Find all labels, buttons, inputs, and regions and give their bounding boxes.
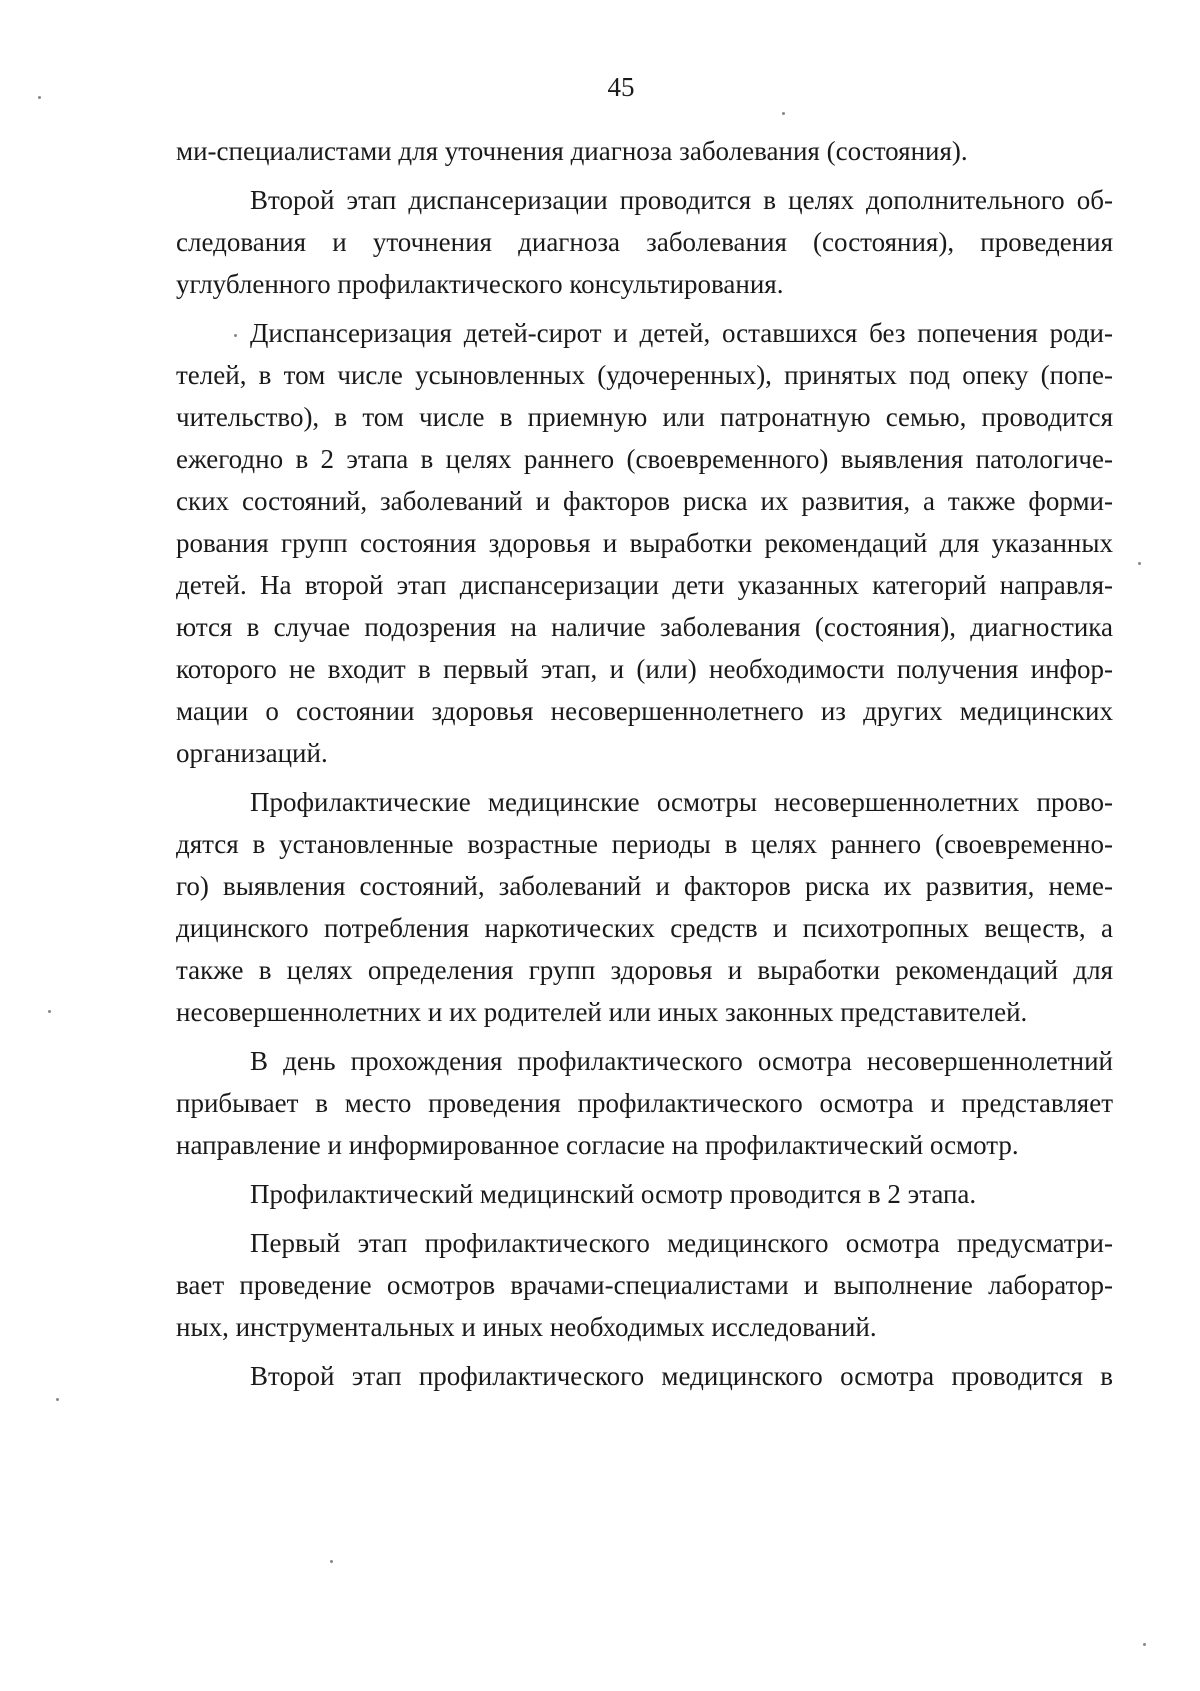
text-line: Профилактический медицинский осмотр проводится в 2 этапа. — [250, 1179, 977, 1209]
text-line: ных, инструментальных и иных необходимых исследований. — [176, 1312, 877, 1342]
text-line: направление и информированное согласие на профилактический осмотр. — [176, 1130, 1019, 1160]
text-line: ских состояний, заболеваний и факторов риска их развития, а также форми- — [176, 486, 1113, 516]
text-line: также в целях определения групп здоровья и выработки рекомендаций для — [176, 955, 1113, 985]
text-line: вает проведение осмотров врачами-специалистами и выполнение лаборатор- — [176, 1270, 1113, 1300]
paragraph-gap — [176, 1348, 1113, 1355]
scan-speck — [330, 1560, 333, 1563]
text-line: го) выявления состояний, заболеваний и факторов риска их развития, неме- — [176, 871, 1113, 901]
paragraph — [176, 781, 1113, 1033]
paragraph-gap — [176, 1166, 1113, 1173]
text-line: мации о состоянии здоровья несовершеннолетнего из других медицинских — [176, 696, 1113, 726]
text-line: дицинского потребления наркотических средств и психотропных веществ, а — [176, 913, 1113, 943]
text-line: несовершеннолетних и их родителей или иных законных представителей. — [176, 997, 1028, 1027]
text-line: телей, в том числе усыновленных (удочеренных), принятых под опеку (попе- — [176, 360, 1113, 390]
scan-speck — [782, 112, 785, 115]
text-line: прибывает в место проведения профилактического осмотра и представляет — [176, 1088, 1113, 1118]
paragraph-gap — [176, 305, 1113, 312]
text-line: Профилактические медицинские осмотры несовершеннолетних прово- — [250, 787, 1113, 817]
text-line: следования и уточнения диагноза заболевания (состояния), проведения — [176, 227, 1113, 257]
paragraph — [176, 1173, 1113, 1215]
paragraph — [176, 1222, 1113, 1348]
paragraph-gap — [176, 172, 1113, 179]
paragraph — [176, 179, 1113, 305]
scan-speck — [48, 1010, 51, 1013]
text-line: ми-специалистами для уточнения диагноза заболевания (состояния). — [176, 136, 968, 166]
paragraph — [176, 1355, 1113, 1397]
scan-speck — [1143, 1643, 1146, 1646]
text-line: организаций. — [176, 738, 328, 768]
text-line: дятся в установленные возрастные периоды в целях раннего (своевременно- — [176, 829, 1113, 859]
text-line: Диспансеризация детей-сирот и детей, оставшихся без попечения роди- — [250, 318, 1113, 348]
text-line: Второй этап профилактического медицинского осмотра проводится в — [250, 1361, 1113, 1391]
page-number: 45 — [607, 72, 635, 102]
scan-speck — [1138, 562, 1141, 565]
text-line: ются в случае подозрения на наличие заболевания (состояния), диагностика — [176, 612, 1113, 642]
body-text — [176, 130, 1113, 1397]
scan-speck — [234, 334, 237, 337]
text-line: В день прохождения профилактического осмотра несовершеннолетний — [250, 1046, 1113, 1076]
paragraph — [176, 312, 1113, 774]
text-line: Второй этап диспансеризации проводится в целях дополнительного об- — [250, 185, 1113, 215]
paragraph — [176, 1040, 1113, 1166]
scan-speck — [56, 1398, 59, 1401]
text-line: чительство), в том числе в приемную или патронатную семью, проводится — [176, 402, 1113, 432]
text-line: рования групп состояния здоровья и выработки рекомендаций для указанных — [176, 528, 1113, 558]
text-line: которого не входит в первый этап, и (или) необходимости получения инфор- — [176, 654, 1113, 684]
paragraph — [176, 130, 1113, 172]
paragraph-gap — [176, 1033, 1113, 1040]
text-line: ежегодно в 2 этапа в целях раннего (своевременного) выявления патологиче- — [176, 444, 1113, 474]
text-line: Первый этап профилактического медицинского осмотра предусматри- — [250, 1228, 1113, 1258]
text-line: углубленного профилактического консультирования. — [176, 269, 784, 299]
text-line: детей. На второй этап диспансеризации дети указанных категорий направля- — [176, 570, 1113, 600]
paragraph-gap — [176, 774, 1113, 781]
paragraph-gap — [176, 1215, 1113, 1222]
scan-speck — [38, 96, 41, 99]
